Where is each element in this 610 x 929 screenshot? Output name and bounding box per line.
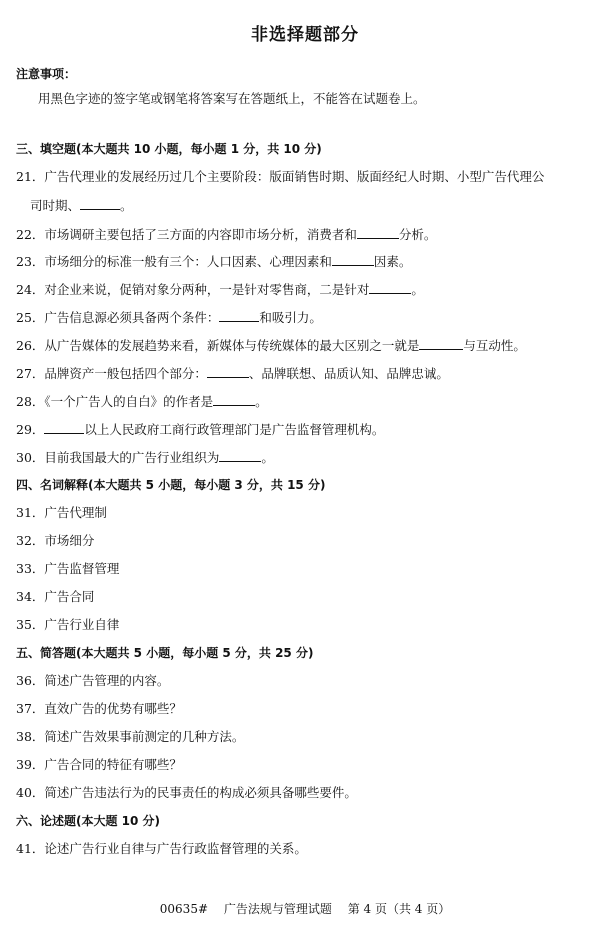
question-27-end: 、品牌联想、品质认知、品牌忠诚。 — [248, 366, 449, 381]
question-25 — [16, 309, 322, 326]
answer-blank-30 — [219, 449, 261, 462]
answer-blank-21 — [80, 197, 120, 210]
notice-text: 用黑色字迹的签字笔或钢笔将答案写在答题纸上，不能答在试题卷上。 — [38, 91, 426, 106]
question-24-end: 。 — [411, 282, 424, 297]
question-21-line1: 21．广告代理业的发展经历过几个主要阶段：版面销售时期、版面经纪人时期、小型广告代理公 — [16, 169, 545, 184]
question-34: 34．广告合同 — [16, 589, 95, 604]
question-41: 41．论述广告行业自律与广告行政监督管理的关系。 — [16, 841, 307, 856]
question-22-text: 22．市场调研主要包括了三方面的内容即市场分析，消费者和 — [16, 227, 357, 242]
question-29 — [16, 421, 384, 438]
question-26 — [16, 337, 526, 354]
question-30-text: 30．目前我国最大的广告行业组织为 — [16, 450, 220, 465]
question-29-text: 29． — [16, 422, 45, 437]
question-22-end: 分析。 — [398, 227, 437, 242]
section6-heading: 六、论述题(本大题 10 分) — [16, 814, 161, 828]
question-24-text: 24．对企业来说，促销对象分两种，一是针对零售商，二是针对 — [16, 282, 370, 297]
question-32: 32．市场细分 — [16, 533, 95, 548]
answer-blank-28 — [213, 393, 255, 406]
question-33: 33．广告监督管理 — [16, 561, 120, 576]
exam-subject: 广告法规与管理试题 — [223, 902, 332, 916]
question-39: 39．广告合同的特征有哪些？ — [16, 757, 182, 772]
section4-heading: 四、名词解释(本大题共 5 小题，每小题 3 分，共 15 分) — [16, 478, 326, 492]
question-21-line2 — [30, 197, 133, 214]
question-25-text: 25．广告信息源必须具备两个条件： — [16, 310, 220, 325]
question-25-end: 和吸引力。 — [259, 310, 322, 325]
answer-blank-29 — [44, 421, 84, 434]
answer-blank-23 — [332, 253, 374, 266]
answer-blank-26 — [419, 337, 463, 350]
question-37: 37．直效广告的优势有哪些？ — [16, 701, 182, 716]
page-title: 非选择题部分 — [251, 25, 359, 45]
answer-blank-27 — [207, 365, 249, 378]
answer-blank-24 — [369, 281, 411, 294]
question-28 — [16, 393, 268, 410]
question-28-end: 。 — [255, 394, 268, 409]
question-26-text: 26．从广告媒体的发展趋势来看，新媒体与传统媒体的最大区别之一就是 — [16, 338, 420, 353]
section3-heading: 三、填空题(本大题共 10 小题，每小题 1 分，共 10 分) — [16, 142, 322, 156]
question-22 — [16, 226, 436, 243]
question-29-end: 以上人民政府工商行政管理部门是广告监督管理机构。 — [84, 422, 385, 437]
notice-label: 注意事项： — [16, 67, 77, 81]
question-27-text: 27．品牌资产一般包括四个部分： — [16, 366, 207, 381]
question-30 — [16, 449, 274, 466]
answer-blank-25 — [219, 309, 259, 322]
page-footer — [0, 900, 610, 917]
question-23-text: 23．市场细分的标准一般有三个：人口因素、心理因素和 — [16, 254, 332, 269]
question-31: 31．广告代理制 — [16, 505, 107, 520]
question-27 — [16, 365, 449, 382]
question-28-text: 28．《一个广告人的自白》的作者是 — [16, 394, 214, 409]
question-38: 38．简述广告效果事前测定的几种方法。 — [16, 729, 245, 744]
question-21-text: 司时期、 — [30, 198, 81, 213]
answer-blank-22 — [357, 226, 399, 239]
question-30-end: 。 — [261, 450, 274, 465]
page-number: 第 4 页（共 4 页） — [347, 902, 451, 916]
question-21-end: 。 — [120, 198, 133, 213]
question-36: 36．简述广告管理的内容。 — [16, 673, 170, 688]
question-26-end: 与互动性。 — [463, 338, 526, 353]
question-23 — [16, 253, 411, 270]
question-23-end: 因素。 — [373, 254, 412, 269]
exam-code: 00635# — [159, 902, 209, 916]
question-35: 35．广告行业自律 — [16, 617, 120, 632]
question-40: 40．简述广告违法行为的民事责任的构成必须具备哪些要件。 — [16, 785, 357, 800]
section5-heading: 五、简答题(本大题共 5 小题，每小题 5 分，共 25 分) — [16, 646, 314, 660]
question-24 — [16, 281, 424, 298]
